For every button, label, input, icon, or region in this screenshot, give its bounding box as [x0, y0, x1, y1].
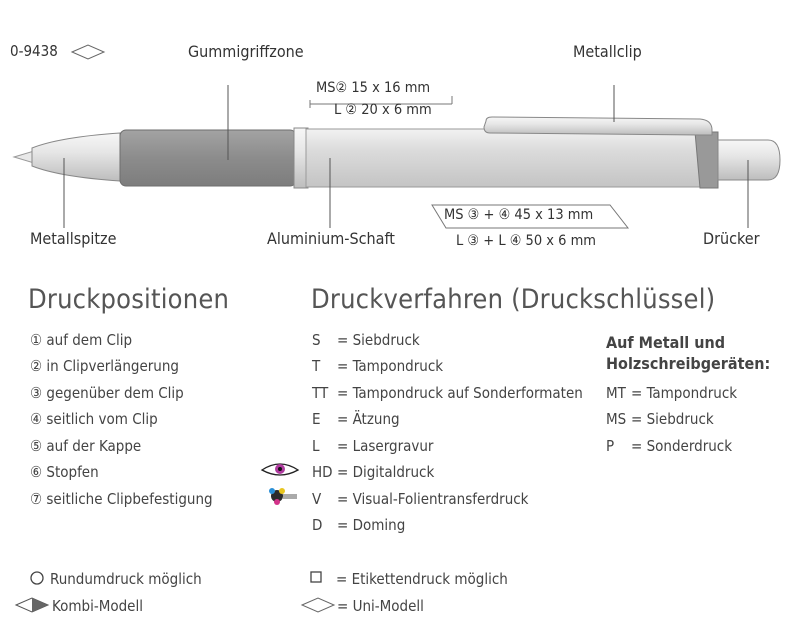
method-name: = Tampondruck auf Sonderformaten [337, 384, 583, 402]
method-code: L [312, 437, 320, 455]
position-item: ② in Clipverlängerung [30, 357, 179, 375]
metal-clip-label: Metallclip [573, 42, 642, 61]
legend-etikett: = Etikettendruck möglich [336, 570, 508, 588]
druckpositionen-title: Druckpositionen [28, 284, 230, 315]
position-item: ⑦ seitliche Clipbefestigung [30, 490, 213, 508]
pen-shaft [306, 129, 706, 187]
method-name: = Tampondruck [337, 357, 444, 375]
pen-button [718, 140, 780, 180]
position-item: ⑥ Stopfen [30, 463, 99, 481]
pen-metal-cone [32, 133, 120, 181]
eye-icon [262, 464, 298, 475]
pen-tip [14, 151, 34, 163]
method-code: TT [312, 384, 329, 402]
diamond-outline-icon [302, 598, 334, 612]
metall-title-line1: Auf Metall und [606, 333, 726, 352]
metall-code: MT [606, 384, 626, 402]
legend-kombi: Kombi-Modell [52, 597, 143, 615]
metall-code: MS [606, 410, 627, 428]
metall-title-line2: Holzschreibgeräten: [606, 354, 771, 373]
legend-rundum: Rundumdruck möglich [50, 570, 202, 588]
method-name: = Doming [337, 516, 406, 534]
metall-name: = Sonderdruck [631, 437, 733, 455]
position-item: ① auf dem Clip [30, 331, 133, 349]
visual-logo-icon [269, 488, 297, 505]
method-code: T [312, 357, 321, 375]
aluminium-shaft-label: Aluminium-Schaft [267, 229, 395, 248]
print-area-top-ms: MS② 15 x 16 mm [316, 80, 431, 96]
method-code: D [312, 516, 323, 534]
metall-code: P [606, 437, 615, 455]
method-name: = Ätzung [337, 410, 400, 428]
method-code: E [312, 410, 321, 428]
position-item: ④ seitlich vom Clip [30, 410, 158, 428]
grip-zone-label: Gummigriffzone [188, 42, 304, 61]
method-name: = Digitaldruck [337, 463, 435, 481]
diamond-outline-icon [72, 45, 104, 59]
square-shadow-icon [311, 572, 321, 582]
circle-open-icon [31, 572, 43, 584]
method-code: HD [312, 463, 333, 481]
pen-clip [484, 117, 712, 135]
push-button-label: Drücker [703, 229, 760, 248]
method-name: = Visual-Folientransferdruck [337, 490, 529, 508]
method-code: V [312, 490, 322, 508]
method-name: = Siebdruck [337, 331, 420, 349]
position-item: ③ gegenüber dem Clip [30, 384, 184, 402]
metall-name: = Siebdruck [631, 410, 714, 428]
position-item: ⑤ auf der Kappe [30, 437, 142, 455]
print-area-top-l: L ② 20 x 6 mm [334, 102, 432, 118]
print-area-bottom-l: L ③ + L ④ 50 x 6 mm [456, 233, 597, 249]
article-number: 0-9438 [10, 42, 58, 60]
diamond-half-filled-icon [16, 598, 48, 612]
method-name: = Lasergravur [337, 437, 434, 455]
print-area-bottom-ms: MS ③ + ④ 45 x 13 mm [444, 207, 594, 223]
metal-tip-label: Metallspitze [30, 229, 117, 248]
metall-name: = Tampondruck [631, 384, 738, 402]
pen-grip [120, 130, 296, 186]
druckverfahren-title: Druckverfahren (Druckschlüssel) [311, 284, 716, 315]
method-code: S [312, 331, 321, 349]
legend-uni: = Uni-Modell [337, 597, 424, 615]
